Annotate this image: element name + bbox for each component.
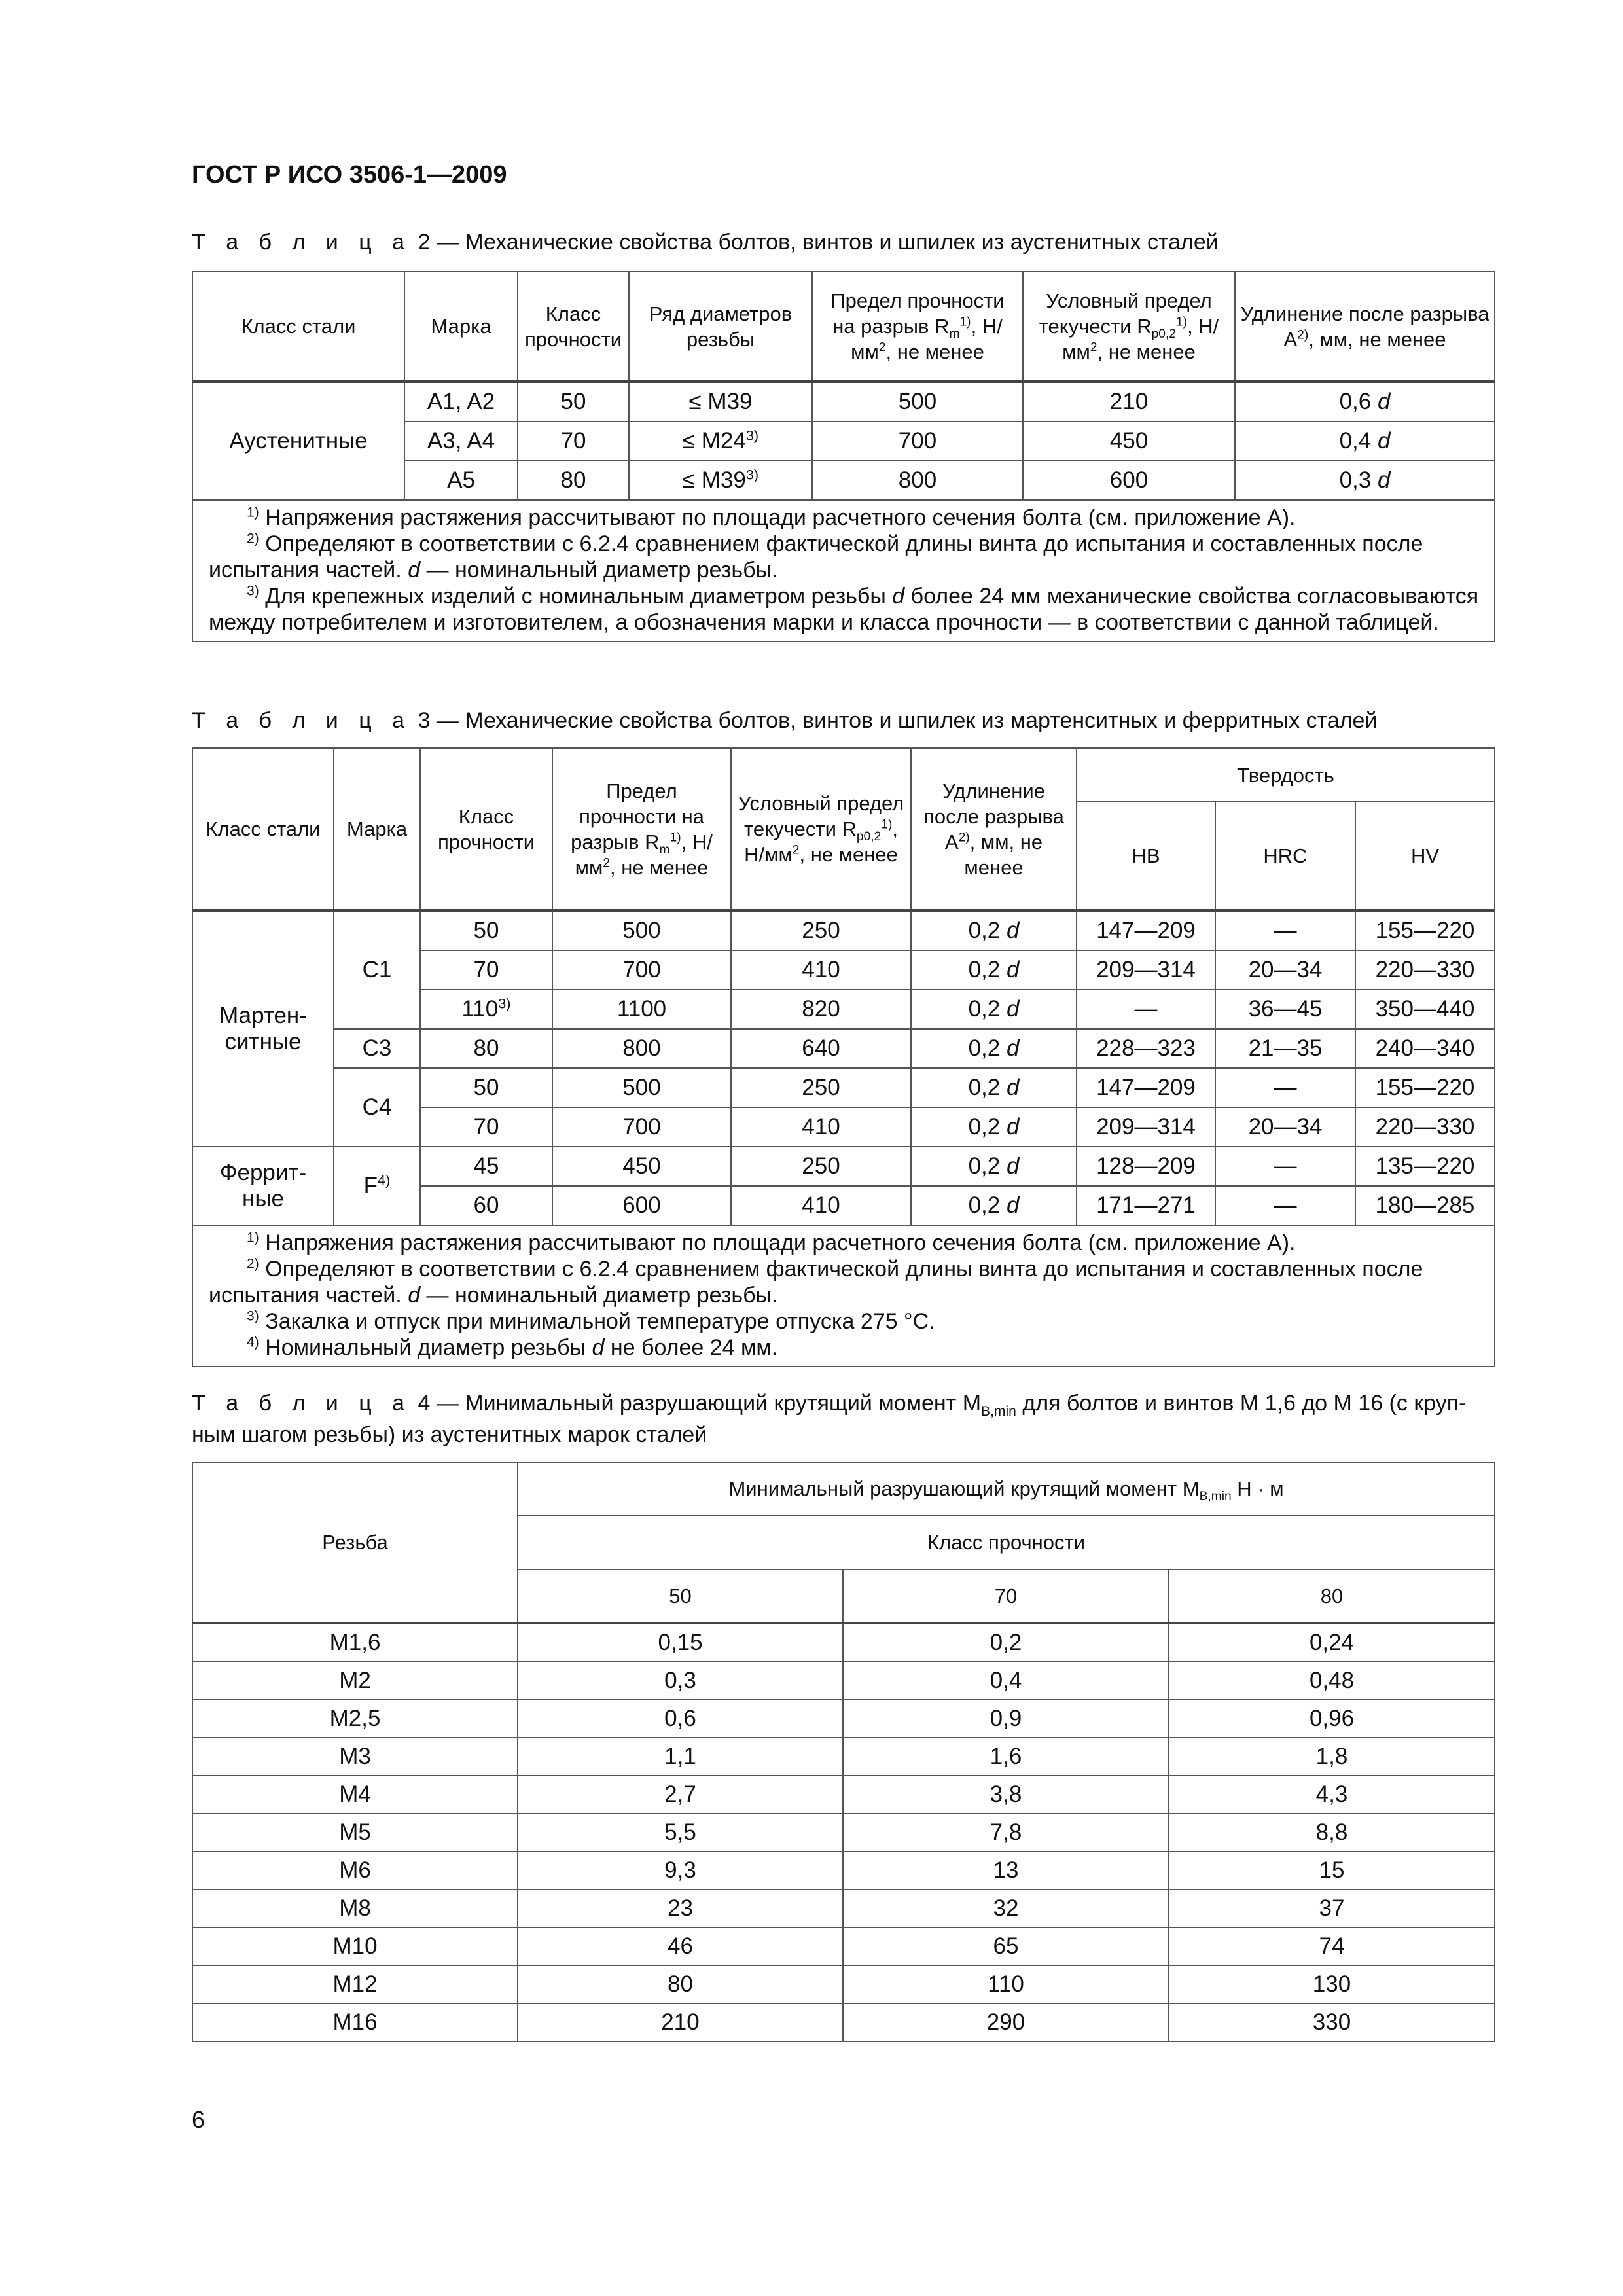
cell-thread: M10 bbox=[192, 1928, 518, 1965]
caption-number: 3 bbox=[418, 708, 431, 733]
cell-tensile: 450 bbox=[552, 1147, 731, 1186]
cell-class: 70 bbox=[518, 422, 629, 461]
group-ferritic: Феррит-ные bbox=[192, 1147, 334, 1225]
header-hrc: HRC bbox=[1215, 802, 1355, 910]
cell-thread: M16 bbox=[192, 2003, 518, 2041]
cell-70: 0,9 bbox=[843, 1700, 1169, 1738]
cell-50: 0,15 bbox=[518, 1623, 843, 1662]
cell-hv: 240—340 bbox=[1355, 1029, 1495, 1068]
note-4: $^{4)}$ Номинальный диаметр резьбы d не более 24 мм. bbox=[247, 1335, 778, 1360]
header-strength-class: Класс прочности bbox=[518, 1516, 1495, 1570]
cell-tensile: 600 bbox=[552, 1186, 731, 1225]
cell-yield: 250 bbox=[731, 1068, 911, 1107]
caption-number: 4 bbox=[418, 1391, 431, 1416]
cell-hrc: 20—34 bbox=[1215, 1107, 1355, 1147]
header-class-50: 50 bbox=[518, 1570, 843, 1623]
cell-diameter: ≤ $M39^{3)}$ bbox=[629, 461, 812, 500]
table-3-notes bbox=[192, 1225, 1495, 1367]
table-row bbox=[192, 910, 1495, 950]
cell-tensile: 800 bbox=[812, 461, 1023, 500]
cell-hv: 350—440 bbox=[1355, 990, 1495, 1029]
cell-70: 65 bbox=[843, 1928, 1169, 1965]
header-thread: Резьба bbox=[192, 1462, 518, 1623]
cell-tensile: 1100 bbox=[552, 990, 731, 1029]
cell-80: 37 bbox=[1169, 1890, 1495, 1928]
cell-hv: 220—330 bbox=[1355, 1107, 1495, 1147]
cell-thread: M3 bbox=[192, 1738, 518, 1776]
cell-80: 15 bbox=[1169, 1852, 1495, 1890]
table-header-row bbox=[192, 748, 1495, 802]
table-notes-row bbox=[192, 500, 1495, 641]
header-steel-class: Класс стали bbox=[192, 272, 404, 382]
table-row bbox=[192, 1029, 1495, 1068]
header-steel-class: Класс стали bbox=[192, 748, 334, 910]
cell-elongation: 0,2 d bbox=[911, 1147, 1077, 1186]
cell-class: 50 bbox=[420, 910, 552, 950]
cell-yield: 410 bbox=[731, 1186, 911, 1225]
table-row bbox=[192, 1814, 1495, 1852]
grade-c3: C3 bbox=[334, 1029, 420, 1068]
cell-50: 210 bbox=[518, 2003, 843, 2041]
header-hv: HV bbox=[1355, 802, 1495, 910]
cell-grade: A5 bbox=[404, 461, 518, 500]
caption-label: Т а б л и ц а bbox=[192, 230, 412, 255]
header-strength-class: Класс прочности bbox=[420, 748, 552, 910]
cell-tensile: 700 bbox=[552, 950, 731, 990]
table-3 bbox=[192, 747, 1495, 1367]
table-notes-row bbox=[192, 1225, 1495, 1367]
cell-50: 1,1 bbox=[518, 1738, 843, 1776]
cell-yield: 820 bbox=[731, 990, 911, 1029]
header-tensile: Предел прочности на разрыв $R_m^{1)}$, $Н/мм^2$, не менее bbox=[812, 272, 1023, 382]
cell-thread: M2 bbox=[192, 1662, 518, 1700]
cell-80: 4,3 bbox=[1169, 1776, 1495, 1814]
cell-80: 8,8 bbox=[1169, 1814, 1495, 1852]
cell-hrc: — bbox=[1215, 1147, 1355, 1186]
note-1: $^{1)}$ Напряжения растяжения рассчитывают по площади расчетного сечения болта (см. приложение А). bbox=[247, 1230, 1296, 1255]
note-2: $^{2)}$ Определяют в соответствии с 6.2.4 сравнением фактической длины винта до испытания и составленных после испытания частей. d — номинальный диаметр резьбы. bbox=[209, 1256, 1423, 1308]
cell-thread: M8 bbox=[192, 1890, 518, 1928]
cell-hrc: — bbox=[1215, 1068, 1355, 1107]
caption-text: — Механические свойства болтов, винтов и шпилек из аустенитных сталей bbox=[436, 230, 1219, 255]
cell-hb: 228—323 bbox=[1077, 1029, 1215, 1068]
cell-yield: 250 bbox=[731, 1147, 911, 1186]
note-3: $^{3)}$ Для крепежных изделий с номинальным диаметром резьбы d более 24 мм механические свойства согласовываются между потребителем и изготовителем, а обозначения марки и класса прочности — в соответствии с данной таблицей. bbox=[209, 583, 1479, 635]
cell-hb: — bbox=[1077, 990, 1215, 1029]
cell-70: 110 bbox=[843, 1965, 1169, 2003]
cell-hv: 135—220 bbox=[1355, 1147, 1495, 1186]
cell-elongation: 0,2 d bbox=[911, 950, 1077, 990]
cell-tensile: 700 bbox=[812, 422, 1023, 461]
grade-f: $F^{4)}$ bbox=[334, 1147, 420, 1225]
header-torque: Минимальный разрушающий крутящий момент $M_{B,min}$ Н · м bbox=[518, 1462, 1495, 1516]
cell-diameter: ≤ $M24^{3)}$ bbox=[629, 422, 812, 461]
table-row bbox=[192, 1738, 1495, 1776]
caption-text: — Механические свойства болтов, винтов и шпилек из мартенситных и ферритных сталей bbox=[436, 708, 1378, 733]
cell-class: 60 bbox=[420, 1186, 552, 1225]
cell-50: 2,7 bbox=[518, 1776, 843, 1814]
cell-yield: 600 bbox=[1023, 461, 1235, 500]
cell-hrc: 36—45 bbox=[1215, 990, 1355, 1029]
note-2: $^{2)}$ Определяют в соответствии с 6.2.4 сравнением фактической длины винта до испытания и составленных после испытания частей. d — номинальный диаметр резьбы. bbox=[209, 531, 1423, 583]
document-header: ГОСТ Р ИСО 3506-1—2009 bbox=[192, 161, 507, 188]
cell-hb: 209—314 bbox=[1077, 950, 1215, 990]
caption-label: Т а б л и ц а bbox=[192, 1391, 412, 1416]
cell-70: 3,8 bbox=[843, 1776, 1169, 1814]
cell-tensile: 500 bbox=[552, 1068, 731, 1107]
cell-elongation: 0,3 d bbox=[1235, 461, 1495, 500]
grade-c1: C1 bbox=[334, 910, 420, 1029]
cell-yield: 410 bbox=[731, 1107, 911, 1147]
cell-class: 45 bbox=[420, 1147, 552, 1186]
cell-hb: 171—271 bbox=[1077, 1186, 1215, 1225]
cell-hb: 209—314 bbox=[1077, 1107, 1215, 1147]
cell-hv: 220—330 bbox=[1355, 950, 1495, 990]
table-row bbox=[192, 1928, 1495, 1965]
cell-elongation: 0,2 d bbox=[911, 1068, 1077, 1107]
table-row bbox=[192, 1700, 1495, 1738]
cell-50: 9,3 bbox=[518, 1852, 843, 1890]
cell-70: 0,4 bbox=[843, 1662, 1169, 1700]
table-2-notes bbox=[192, 500, 1495, 641]
cell-yield: 410 bbox=[731, 950, 911, 990]
table-row bbox=[192, 1623, 1495, 1662]
cell-thread: M2,5 bbox=[192, 1700, 518, 1738]
caption-number: 2 bbox=[418, 230, 431, 255]
header-class-80: 80 bbox=[1169, 1570, 1495, 1623]
table-row bbox=[192, 1662, 1495, 1700]
cell-50: 5,5 bbox=[518, 1814, 843, 1852]
page-number: 6 bbox=[192, 2106, 205, 2133]
cell-yield: 250 bbox=[731, 910, 911, 950]
cell-70: 13 bbox=[843, 1852, 1169, 1890]
cell-elongation: 0,6 d bbox=[1235, 382, 1495, 422]
table-row bbox=[192, 1147, 1495, 1186]
cell-70: 32 bbox=[843, 1890, 1169, 1928]
cell-hrc: 21—35 bbox=[1215, 1029, 1355, 1068]
cell-class: 50 bbox=[518, 382, 629, 422]
cell-tensile: 700 bbox=[552, 1107, 731, 1147]
table-row bbox=[192, 1776, 1495, 1814]
table-header-row bbox=[192, 1462, 1495, 1516]
cell-diameter: ≤ M39 bbox=[629, 382, 812, 422]
cell-80: 74 bbox=[1169, 1928, 1495, 1965]
table-2-caption bbox=[192, 226, 1494, 258]
cell-80: 1,8 bbox=[1169, 1738, 1495, 1776]
header-yield: Условный предел текучести $R_{p0,2}^{1)}$, $Н/мм^2$, не менее bbox=[1023, 272, 1235, 382]
table-row bbox=[192, 1068, 1495, 1107]
caption-text: — Минимальный разрушающий крутящий момент $M_{B,min}$ для болтов и винтов M 1,6 до M 16 (с круп- bbox=[436, 1391, 1467, 1419]
cell-80: 0,24 bbox=[1169, 1623, 1495, 1662]
caption-label: Т а б л и ц а bbox=[192, 708, 412, 733]
cell-80: 0,48 bbox=[1169, 1662, 1495, 1700]
table-header-row bbox=[192, 272, 1495, 382]
header-elongation: Удлинение после разрыва $A^{2)}$, мм, не менее bbox=[911, 748, 1077, 910]
cell-hv: 180—285 bbox=[1355, 1186, 1495, 1225]
cell-hb: 147—209 bbox=[1077, 1068, 1215, 1107]
cell-elongation: 0,2 d bbox=[911, 1029, 1077, 1068]
table-4 bbox=[192, 1462, 1495, 2042]
cell-80: 330 bbox=[1169, 2003, 1495, 2041]
note-1: $^{1)}$ Напряжения растяжения рассчитывают по площади расчетного сечения болта (см. приложение А). bbox=[247, 505, 1296, 530]
cell-tensile: 800 bbox=[552, 1029, 731, 1068]
cell-hb: 147—209 bbox=[1077, 910, 1215, 950]
table-row bbox=[192, 1852, 1495, 1890]
cell-yield: 210 bbox=[1023, 382, 1235, 422]
cell-70: 7,8 bbox=[843, 1814, 1169, 1852]
table-3-caption bbox=[192, 705, 1494, 736]
header-strength-class: Класс прочности bbox=[518, 272, 629, 382]
table-row bbox=[192, 1890, 1495, 1928]
cell-50: 46 bbox=[518, 1928, 843, 1965]
cell-hb: 128—209 bbox=[1077, 1147, 1215, 1186]
cell-hrc: — bbox=[1215, 1186, 1355, 1225]
note-3: $^{3)}$ Закалка и отпуск при минимальной температуре отпуска 275 °С. bbox=[247, 1308, 935, 1334]
header-elongation: Удлинение после разрыва $A^{2)}$, мм, не менее bbox=[1235, 272, 1495, 382]
cell-class: 80 bbox=[420, 1029, 552, 1068]
table-2 bbox=[192, 271, 1495, 642]
cell-tensile: 500 bbox=[552, 910, 731, 950]
grade-c4: C4 bbox=[334, 1068, 420, 1147]
cell-hv: 155—220 bbox=[1355, 1068, 1495, 1107]
header-hardness: Твердость bbox=[1077, 748, 1495, 802]
header-yield: Условный предел текучести $R_{p0,2}^{1)}$, $Н/мм^2$, не менее bbox=[731, 748, 911, 910]
header-class-70: 70 bbox=[843, 1570, 1169, 1623]
cell-yield: 450 bbox=[1023, 422, 1235, 461]
cell-elongation: 0,4 d bbox=[1235, 422, 1495, 461]
cell-thread: M1,6 bbox=[192, 1623, 518, 1662]
cell-hrc: 20—34 bbox=[1215, 950, 1355, 990]
cell-50: 0,3 bbox=[518, 1662, 843, 1700]
cell-yield: 640 bbox=[731, 1029, 911, 1068]
cell-50: 80 bbox=[518, 1965, 843, 2003]
header-tensile: Предел прочности на разрыв $R_m^{1)}$, $Н/мм^2$, не менее bbox=[552, 748, 731, 910]
cell-tensile: 500 bbox=[812, 382, 1023, 422]
group-martensitic: Мартен-ситные bbox=[192, 910, 334, 1147]
table-row bbox=[192, 382, 1495, 422]
cell-grade: A3, A4 bbox=[404, 422, 518, 461]
cell-grade: A1, A2 bbox=[404, 382, 518, 422]
cell-50: 23 bbox=[518, 1890, 843, 1928]
cell-thread: M5 bbox=[192, 1814, 518, 1852]
cell-70: 0,2 bbox=[843, 1623, 1169, 1662]
cell-elongation: 0,2 d bbox=[911, 990, 1077, 1029]
caption-text-continued: ным шагом резьбы) из аустенитных марок сталей bbox=[192, 1422, 707, 1447]
header-grade: Марка bbox=[334, 748, 420, 910]
header-grade: Марка bbox=[404, 272, 518, 382]
header-diameter-range: Ряд диаметров резьбы bbox=[629, 272, 812, 382]
cell-thread: M6 bbox=[192, 1852, 518, 1890]
cell-class: 70 bbox=[420, 1107, 552, 1147]
cell-elongation: 0,2 d bbox=[911, 1186, 1077, 1225]
cell-50: 0,6 bbox=[518, 1700, 843, 1738]
cell-class: 80 bbox=[518, 461, 629, 500]
cell-70: 1,6 bbox=[843, 1738, 1169, 1776]
cell-hrc: — bbox=[1215, 910, 1355, 950]
group-austenitic: Аустенитные bbox=[192, 382, 404, 500]
cell-class: 110$^{3)}$ bbox=[420, 990, 552, 1029]
table-row bbox=[192, 1965, 1495, 2003]
cell-thread: M4 bbox=[192, 1776, 518, 1814]
cell-80: 130 bbox=[1169, 1965, 1495, 2003]
cell-class: 70 bbox=[420, 950, 552, 990]
cell-thread: M12 bbox=[192, 1965, 518, 2003]
cell-elongation: 0,2 d bbox=[911, 910, 1077, 950]
cell-class: 50 bbox=[420, 1068, 552, 1107]
header-hb: HB bbox=[1077, 802, 1215, 910]
table-4-caption bbox=[192, 1388, 1494, 1450]
cell-hv: 155—220 bbox=[1355, 910, 1495, 950]
table-row bbox=[192, 2003, 1495, 2041]
cell-elongation: 0,2 d bbox=[911, 1107, 1077, 1147]
cell-80: 0,96 bbox=[1169, 1700, 1495, 1738]
cell-70: 290 bbox=[843, 2003, 1169, 2041]
